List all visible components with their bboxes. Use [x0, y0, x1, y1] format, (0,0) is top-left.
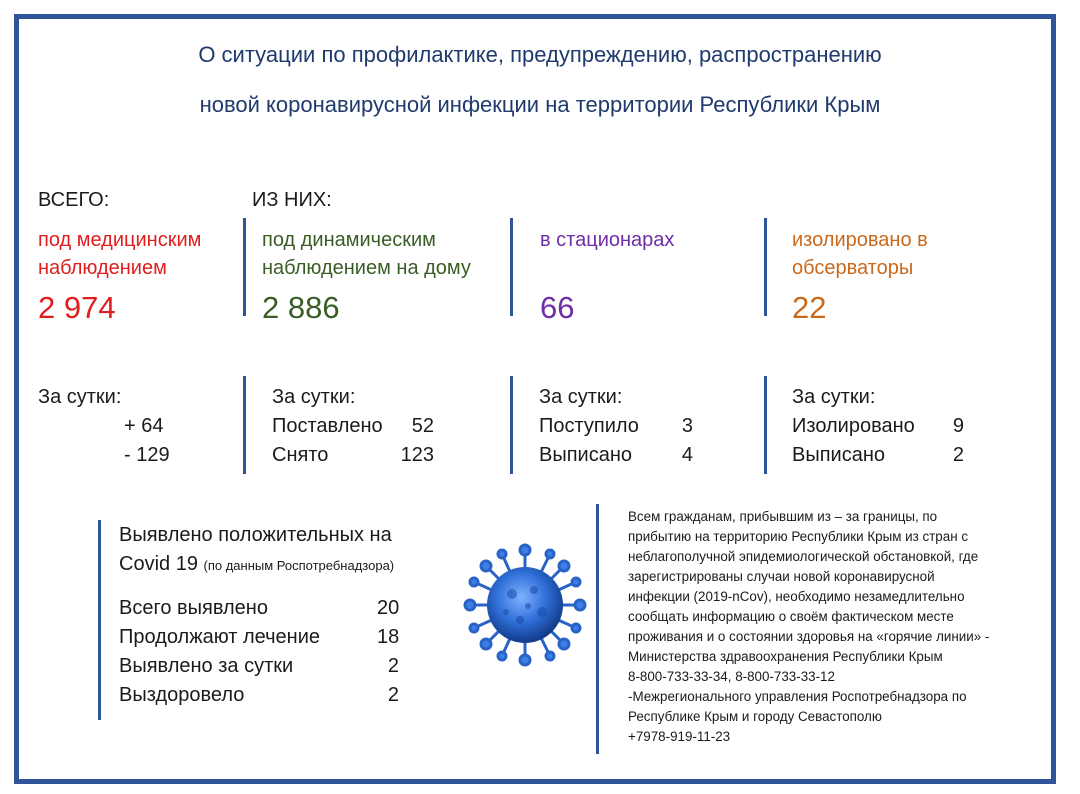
daily-key: Поставлено [272, 415, 383, 437]
daily-value: 9 [952, 415, 964, 437]
daily-col-2 [272, 383, 434, 470]
covid-block [119, 521, 399, 710]
notice-line: Всем гражданам, прибывшим из – за границы, по [628, 509, 938, 524]
hotline-notice [628, 507, 989, 747]
notice-line: +7978-919-11-23 [628, 729, 731, 744]
daily-heading: За сутки: [792, 386, 876, 408]
daily-plus: + 64 [124, 415, 164, 437]
daily-key: Изолировано [792, 415, 915, 437]
observatory-block [792, 226, 928, 326]
notice-line: -Межрегионального управления Роспотребнадзора по [628, 689, 967, 704]
medical-label-1: под медицинским [38, 229, 202, 251]
daily-key: Выписано [792, 444, 886, 466]
divider [243, 218, 246, 316]
home-label-1: под динамическим [262, 229, 436, 251]
home-observation-block [262, 226, 471, 326]
daily-value: 4 [681, 444, 693, 466]
divider [243, 376, 246, 474]
home-label-2: наблюдением на дому [262, 257, 471, 279]
observatory-label-2: обсерваторы [792, 257, 914, 279]
daily-value: 2 [952, 444, 964, 466]
daily-heading: За сутки: [272, 386, 356, 408]
daily-key: Снято [272, 444, 329, 466]
observatory-label-1: изолировано в [792, 229, 928, 251]
notice-line: инфекции (2019-nCov), необходимо незамедлительно [628, 589, 965, 604]
daily-col-1 [38, 383, 170, 470]
notice-line: прибытию на территорию Республики Крым из стран с [628, 529, 969, 544]
hospital-value: 66 [540, 290, 575, 325]
notice-line: Министерства здравоохранения Республики Крым [628, 649, 943, 664]
covid-row-value: 20 [377, 597, 400, 619]
virus-icon [462, 542, 588, 668]
divider [764, 376, 767, 474]
title-line-1: О ситуации по профилактике, предупреждению, распространению [198, 42, 882, 67]
divider [510, 218, 513, 316]
of-them-label: ИЗ НИХ: [252, 189, 332, 211]
notice-line: проживания и о состоянии здоровья на «горячие линии» - [628, 629, 990, 644]
covid-row-value: 2 [387, 655, 399, 677]
observatory-value: 22 [792, 290, 827, 325]
daily-col-4 [792, 383, 964, 470]
notice-line: зарегистрированы случаи новой коронавирусной [628, 569, 935, 584]
covid-row-label: Всего выявлено [119, 597, 268, 619]
daily-value: 52 [411, 415, 434, 437]
covid-row-label: Выявлено за сутки [119, 655, 294, 677]
daily-key: Поступило [539, 415, 639, 437]
divider [510, 376, 513, 474]
covid-row-value: 18 [377, 626, 400, 648]
divider [764, 218, 767, 316]
covid-row-label: Продолжают лечение [119, 626, 320, 648]
daily-minus: - 129 [124, 444, 170, 466]
notice-line: 8-800-733-33-34, 8-800-733-33-12 [628, 669, 835, 684]
covid-row-label: Выздоровело [119, 684, 245, 706]
notice-line: сообщать информацию о своём фактическом месте [628, 609, 954, 624]
medical-value: 2 974 [38, 290, 116, 325]
covid-title-1: Выявлено положительных на [119, 524, 392, 546]
title-line-2: новой коронавирусной инфекции на территории Республики Крым [199, 92, 881, 117]
daily-col-3 [539, 383, 693, 470]
daily-value: 123 [400, 444, 434, 466]
covid-title-2: Covid 19 [119, 553, 198, 575]
notice-line: неблагополучной эпидемиологической обстановкой, где [628, 549, 979, 564]
divider [596, 504, 599, 754]
covid-source: (по данным Роспотребнадзора) [203, 558, 395, 573]
medical-label-2: наблюдением [38, 257, 167, 279]
total-label: ВСЕГО: [38, 189, 110, 211]
hospital-block [540, 226, 674, 326]
home-value: 2 886 [262, 290, 340, 325]
daily-value: 3 [681, 415, 693, 437]
covid-title-2-line [119, 550, 399, 580]
medical-observation-block [38, 226, 201, 326]
hospital-label: в стационарах [540, 229, 675, 251]
daily-heading: За сутки: [539, 386, 623, 408]
notice-line: Республике Крым и городу Севастополю [628, 709, 882, 724]
covid-row-value: 2 [387, 684, 399, 706]
divider [98, 520, 101, 720]
daily-key: Выписано [539, 444, 633, 466]
daily-heading: За сутки: [38, 386, 122, 408]
